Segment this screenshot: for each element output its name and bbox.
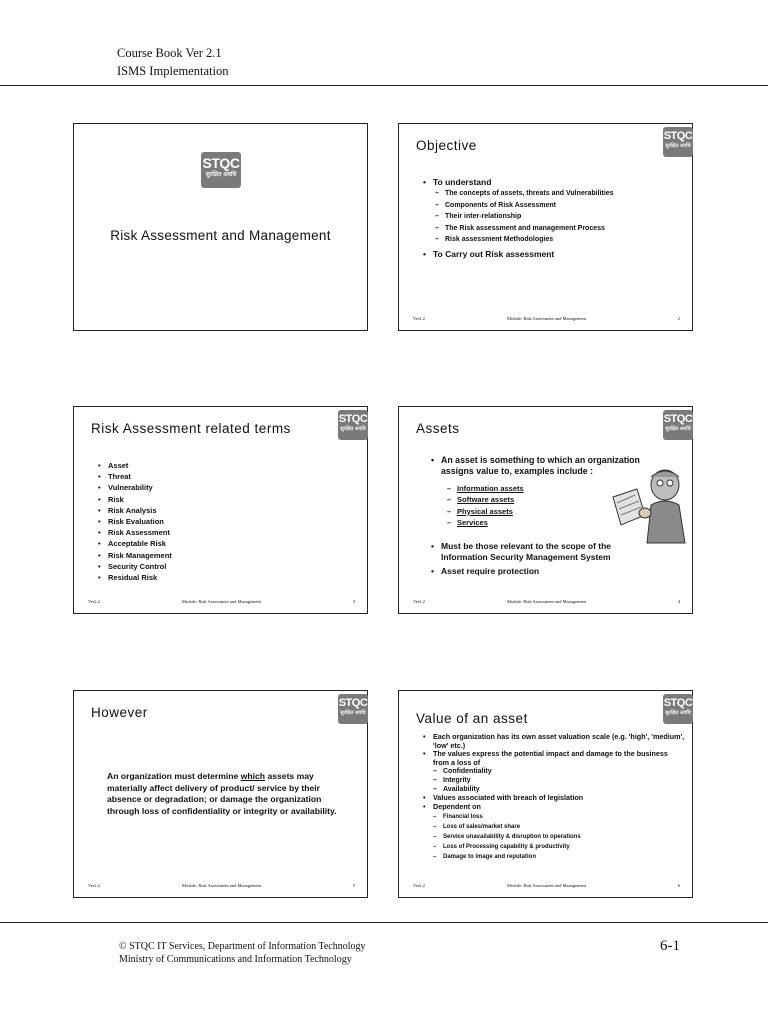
list-item: – Damage to image and reputation xyxy=(433,852,685,862)
slide-2-bullets xyxy=(423,177,683,260)
list-item: • Dependent on – Financial loss – Loss of sales/market share – Service unavailability & disruption to operations – Loss of Processing capability & productivity – Damage to image and reputation xyxy=(423,803,685,863)
slide-4-bullets xyxy=(431,455,661,476)
slide-6 xyxy=(398,690,693,898)
list-item: • Risk Assessment xyxy=(98,527,172,538)
slide-5-body: An organization must determine which assets may materially affect delivery of product/ service by their absence or degradation; or damage the organization through loss of confidentiality or integrity or availability. xyxy=(107,771,337,816)
stqc-logo-icon: STQC सुरक्षित अवधि xyxy=(338,410,368,440)
page-number: 6-1 xyxy=(660,938,680,954)
list-item: – Their inter-relationship xyxy=(435,211,683,223)
slide-4 xyxy=(398,406,693,614)
list-item: – Services xyxy=(447,517,524,528)
list-item: • The values express the potential impact and damage to the business from a loss of – Confidentiality – Integrity – Availability xyxy=(423,750,685,794)
list-item: • Asset require protection xyxy=(431,566,641,577)
course-title: ISMS Implementation xyxy=(117,64,229,78)
slide-1 xyxy=(73,123,368,331)
slide-3-terms xyxy=(98,460,172,583)
slide-4-title: Assets xyxy=(416,421,460,436)
stqc-logo-icon: STQC सुरक्षित अवधि xyxy=(663,694,693,724)
list-item: • Risk Evaluation xyxy=(98,516,172,527)
list-item: • To Carry out Risk assessment xyxy=(423,249,683,260)
list-item: • Risk Analysis xyxy=(98,505,172,516)
list-item: – Software assets xyxy=(447,494,524,505)
slide-2 xyxy=(398,123,693,331)
list-item: – Information assets xyxy=(447,483,524,494)
list-item: • Threat xyxy=(98,471,172,482)
slide-footer: Ver2.2 Module: Risk Assessment and Management 5 xyxy=(88,883,355,888)
list-item: • Acceptable Risk xyxy=(98,538,172,549)
slide-footer: Ver2.2 Module: Risk Assessment and Management 3 xyxy=(88,599,355,604)
list-item: – Physical assets xyxy=(447,506,524,517)
course-book-label: Course Book Ver 2.1 xyxy=(117,46,222,60)
slide-3 xyxy=(73,406,368,614)
slide-6-title: Value of an asset xyxy=(416,711,528,726)
list-item: • Security Control xyxy=(98,561,172,572)
slide-footer: Ver2.2 Module: Risk Assessment and Management 4 xyxy=(413,599,680,604)
list-item: – Confidentiality xyxy=(433,767,685,776)
slide-4-asset-types xyxy=(447,483,524,528)
list-item: • Residual Risk xyxy=(98,572,172,583)
slide-5-title: However xyxy=(91,705,148,720)
slide-3-title: Risk Assessment related terms xyxy=(91,421,291,436)
slide-1-title: Risk Assessment and Management xyxy=(110,228,331,243)
stqc-logo-icon: STQC सुरक्षित अवधि xyxy=(201,152,241,188)
list-item: • Asset xyxy=(98,460,172,471)
stqc-logo-icon: STQC सुरक्षित अवधि xyxy=(663,127,693,157)
page-footer xyxy=(119,940,365,966)
slide-6-bullets xyxy=(423,733,685,863)
page-header xyxy=(117,44,228,80)
list-item: – Availability xyxy=(433,785,685,794)
slide-footer: Ver2.2 Module: Risk Assessment and Management 2 xyxy=(413,316,680,321)
slide-footer: Ver2.2 Module: Risk Assessment and Management 6 xyxy=(413,883,680,888)
list-item: – Risk assessment Methodologies xyxy=(435,234,683,246)
list-item: – Components of Risk Assessment xyxy=(435,200,683,212)
copyright-line: © STQC IT Services, Department of Information Technology xyxy=(119,941,366,952)
list-item: – Loss of Processing capability & productivity xyxy=(433,842,685,852)
footer-rule xyxy=(0,922,768,923)
list-item: • Vulnerability xyxy=(98,482,172,493)
list-item: – Loss of sales/market share xyxy=(433,822,685,832)
list-item: – Integrity xyxy=(433,776,685,785)
ministry-line: Ministry of Communications and Information Technology xyxy=(119,954,352,965)
list-item: • To understand – The concepts of assets, threats and Vulnerabilities – Components of Risk Assessment – Their inter-relationship – The Risk assessment and management Process – Risk assessment Methodologies xyxy=(423,177,683,246)
list-item: • Risk Management xyxy=(98,550,172,561)
slide-2-title: Objective xyxy=(416,138,477,153)
stqc-logo-icon: STQC सुरक्षित अवधि xyxy=(663,410,693,440)
list-item: • An asset is something to which an organization assigns value to, examples include : xyxy=(431,455,661,476)
stqc-logo-icon: STQC सुरक्षित अवधि xyxy=(338,694,368,724)
header-rule xyxy=(0,85,768,86)
list-item: • Values associated with breach of legislation xyxy=(423,794,685,803)
list-item: • Risk xyxy=(98,494,172,505)
list-item: – The concepts of assets, threats and Vulnerabilities xyxy=(435,188,683,200)
list-item: • Each organization has its own asset valuation scale (e.g. 'high', 'medium', 'low' etc.) xyxy=(423,733,685,750)
list-item: – Service unavailability & disruption to operations xyxy=(433,832,685,842)
list-item: • Must be those relevant to the scope of the Information Security Management System xyxy=(431,541,641,562)
slide-4-bullets-lower xyxy=(431,541,641,577)
list-item: – The Risk assessment and management Process xyxy=(435,223,683,235)
slide-5 xyxy=(73,690,368,898)
list-item: – Financial loss xyxy=(433,812,685,822)
